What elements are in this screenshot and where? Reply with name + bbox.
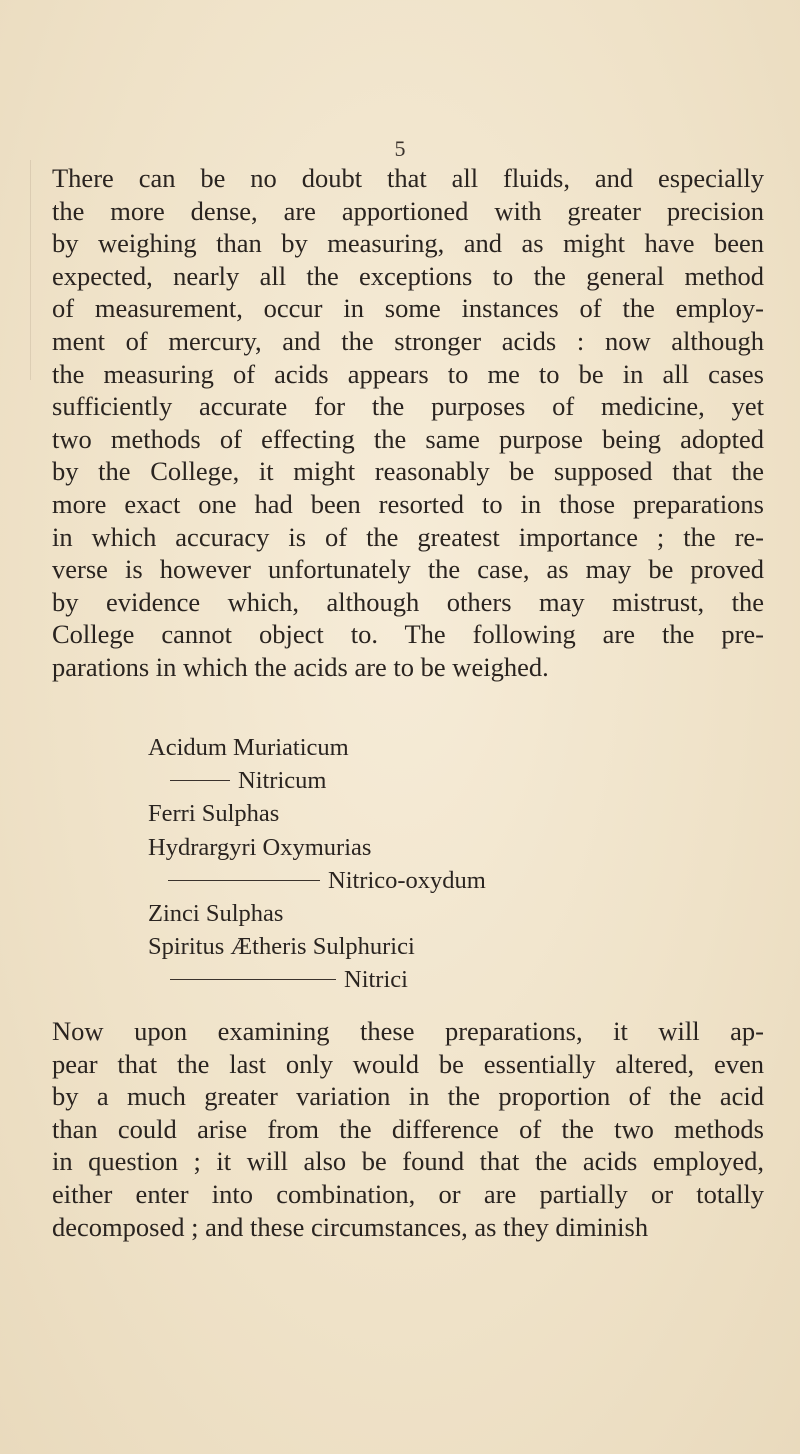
text-line: by weighing than by measuring, and as might have been: [52, 228, 764, 259]
text-line: by a much greater variation in the proportion of the acid: [52, 1081, 764, 1112]
text-line: sufficiently accurate for the purposes of medicine, yet: [52, 391, 764, 422]
paragraph-intro: [52, 162, 764, 684]
text-line: expected, nearly all the exceptions to the general method: [52, 260, 764, 291]
text-line: in question ; it will also be found that the acids employed,: [52, 1146, 764, 1177]
list-item: [148, 764, 486, 797]
text-line: verse is however unfortunately the case, as may be proved: [52, 554, 764, 585]
text-line: parations in which the acids are to be weighed.: [52, 651, 549, 682]
page-margin-shadow: [30, 160, 31, 380]
preparation-name: Spiritus Ætheris Sulphurici: [148, 933, 415, 961]
text-line: in which accuracy is of the greatest importance ; the re-: [52, 521, 764, 552]
text-line: the more dense, are apportioned with greater precision: [52, 195, 764, 226]
list-item: [148, 963, 486, 996]
preparation-name: Zinci Sulphas: [148, 899, 284, 927]
preparation-name: Nitrici: [344, 966, 408, 994]
text-line: the measuring of acids appears to me to be in all cases: [52, 358, 764, 389]
ditto-dash: [170, 780, 230, 781]
page-number: 5: [394, 136, 406, 161]
preparation-name: Ferri Sulphas: [148, 800, 280, 828]
preparations-list: [148, 731, 486, 997]
text-line: two methods of effecting the same purpose being adopted: [52, 423, 764, 454]
text-line: ment of mercury, and the stronger acids : now although: [52, 325, 764, 356]
text-line: decomposed ; and these circumstances, as they diminish: [52, 1211, 649, 1242]
ditto-dash: [170, 979, 336, 980]
text-line: more exact one had been resorted to in those preparations: [52, 488, 764, 519]
list-item: [148, 864, 486, 897]
list-item: [148, 930, 486, 963]
text-line: of measurement, occur in some instances of the employ-: [52, 293, 764, 324]
text-line: either enter into combination, or are partially or totally: [52, 1178, 764, 1209]
ditto-dash: [168, 880, 320, 881]
preparation-name: Nitricum: [238, 767, 327, 795]
paragraph-analysis: [52, 1015, 764, 1243]
text-line: by the College, it might reasonably be supposed that the: [52, 456, 764, 487]
text-line: pear that the last only would be essentially altered, even: [52, 1048, 764, 1079]
list-item: [148, 897, 486, 930]
preparation-name: Hydrargyri Oxymurias: [148, 833, 372, 861]
preparation-name: Nitrico-oxydum: [328, 866, 486, 894]
text-line: than could arise from the difference of the two methods: [52, 1113, 764, 1144]
text-line: Now upon examining these preparations, it will ap-: [52, 1016, 764, 1046]
preparation-name: Acidum Muriaticum: [148, 734, 349, 761]
text-line: by evidence which, although others may mistrust, the: [52, 586, 764, 617]
text-line: There can be no doubt that all fluids, and especially: [52, 163, 764, 193]
list-item: [148, 797, 486, 830]
list-item: [148, 731, 486, 764]
list-item: [148, 831, 486, 864]
text-line: College cannot object to. The following are the pre-: [52, 619, 764, 650]
